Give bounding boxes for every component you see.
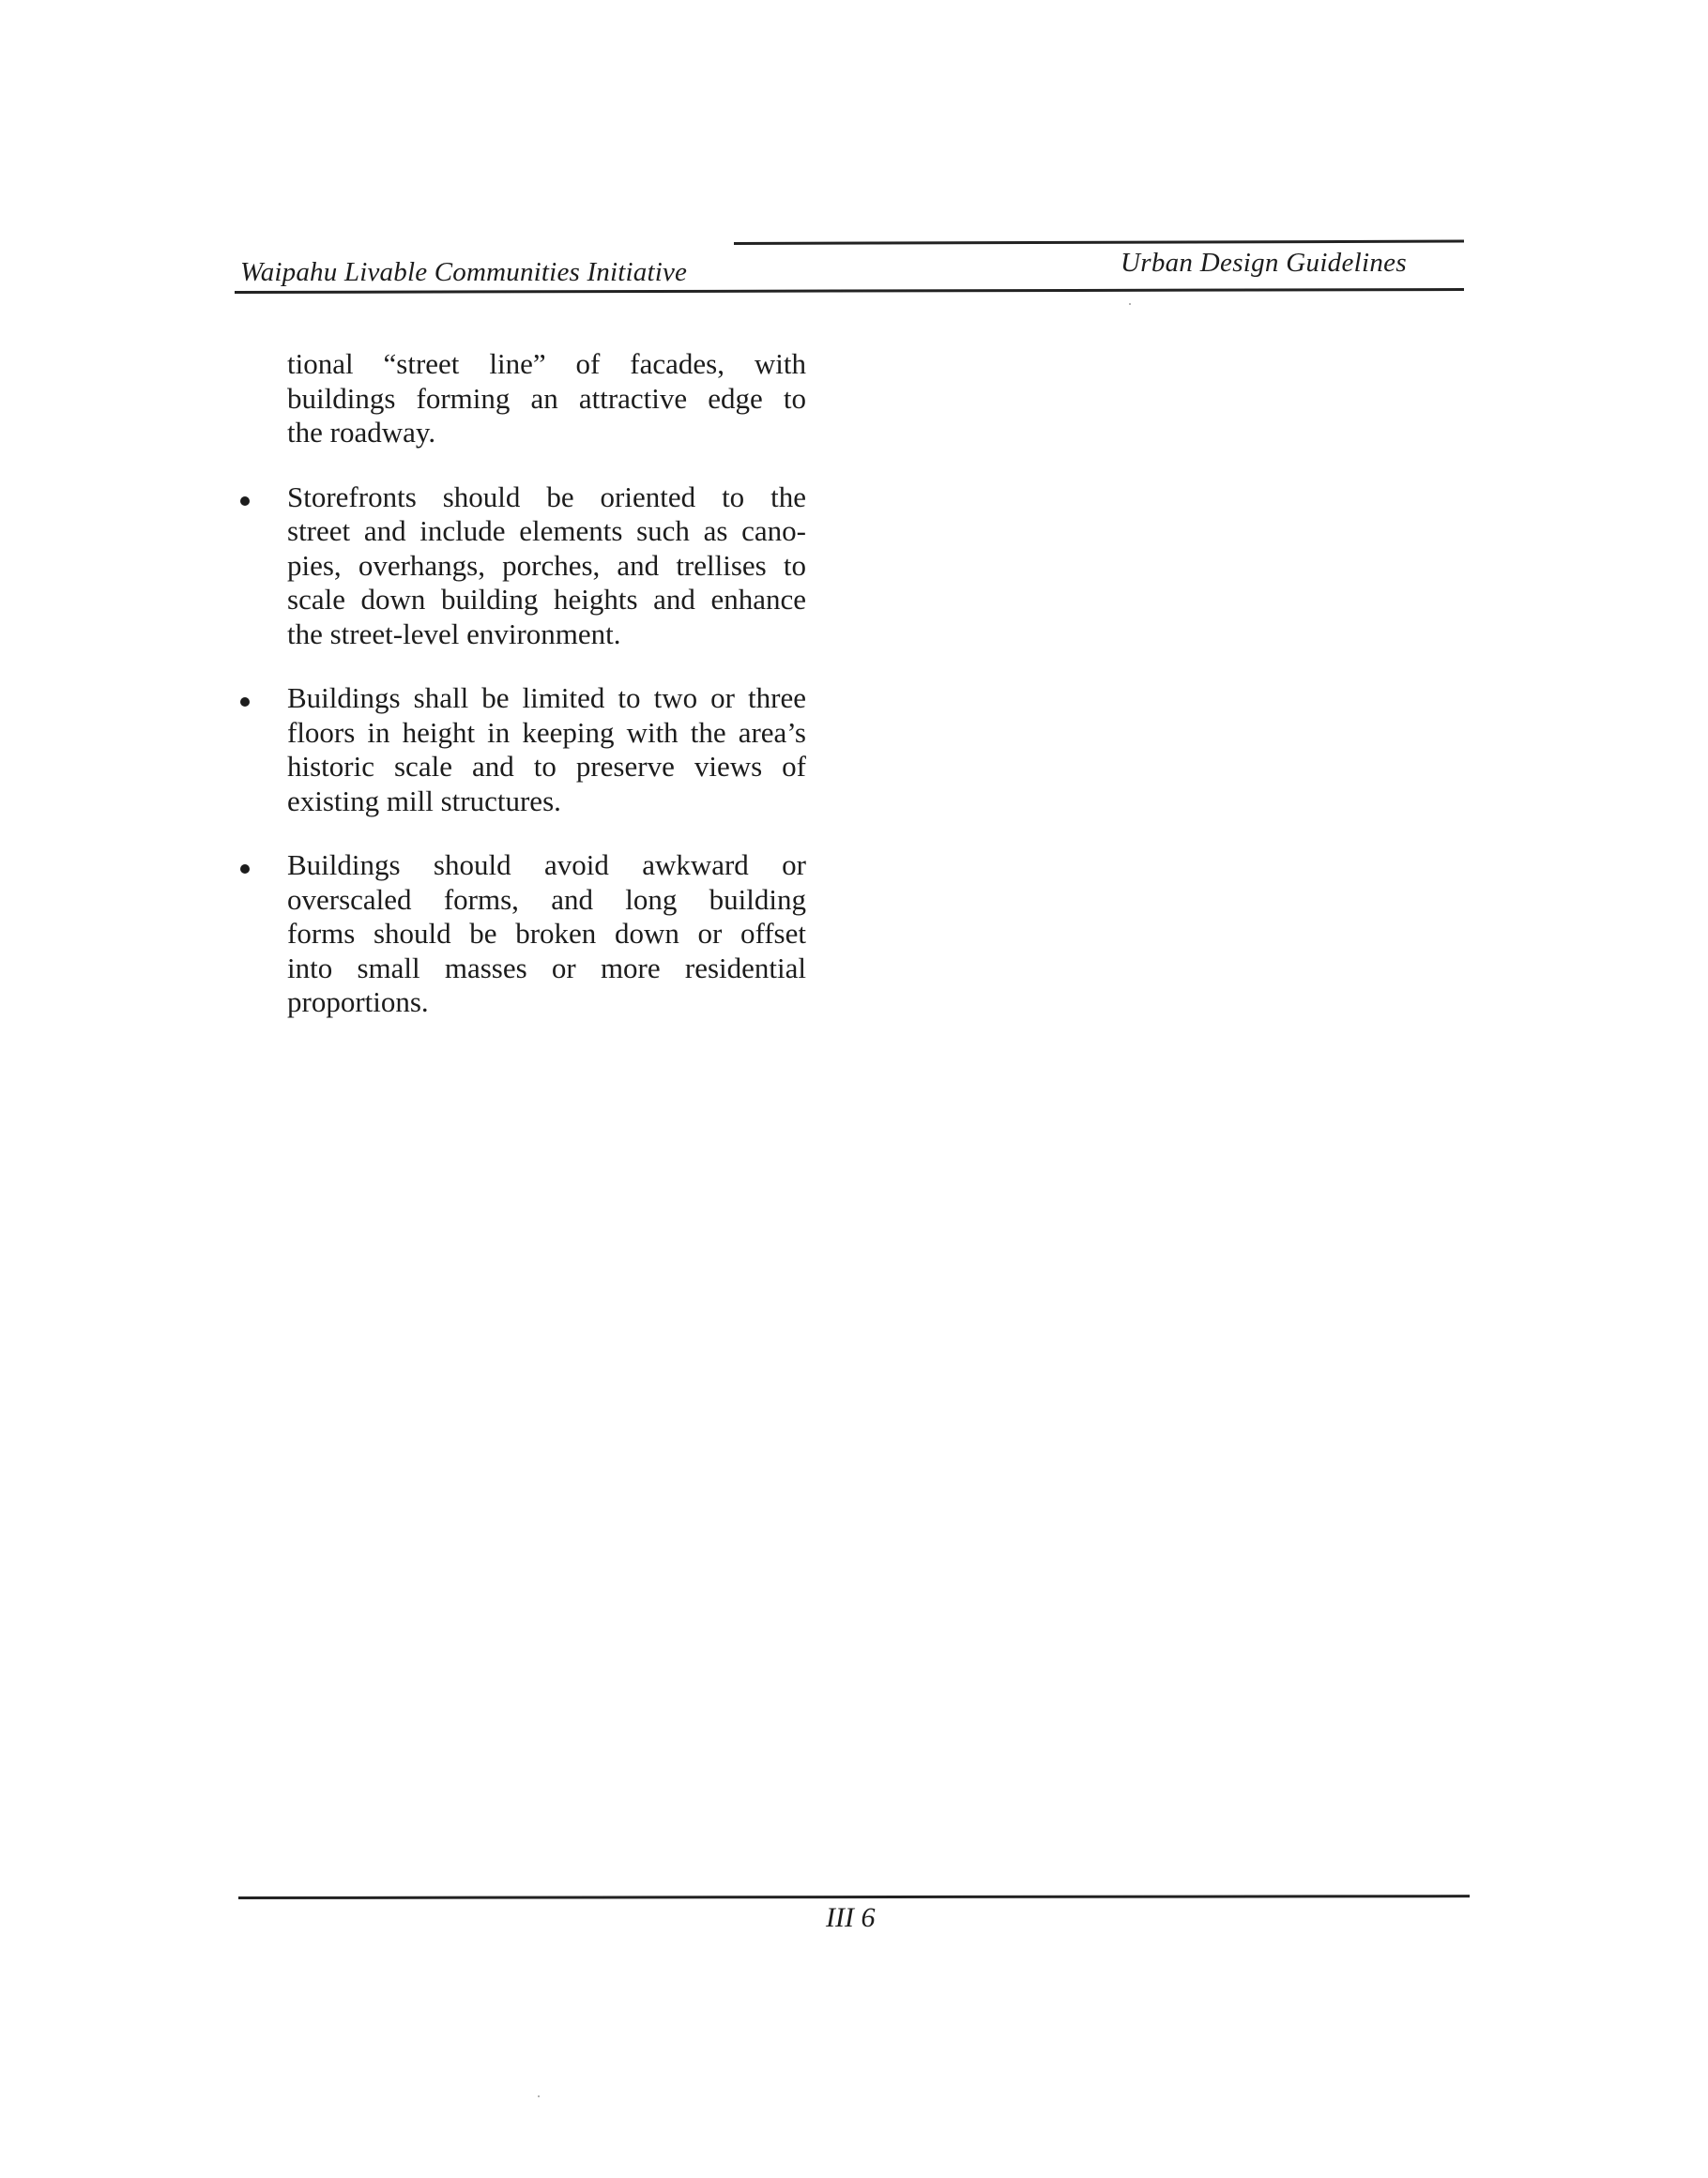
- text-line: the roadway.: [287, 416, 436, 449]
- text-line: buildings forming an attractive edge to: [287, 381, 806, 415]
- text-line: scale down building heights and enhance: [287, 583, 806, 616]
- footer-rule: [238, 1895, 1470, 1899]
- bullet-icon: [240, 687, 250, 696]
- text-line: Buildings should avoid awkward or: [287, 848, 806, 881]
- header-rule-bottom: [235, 288, 1464, 294]
- bullet-icon: [240, 854, 250, 863]
- bullet-item-building-forms: [287, 848, 806, 1020]
- running-header-right: Urban Design Guidelines: [1121, 248, 1407, 278]
- scan-speck: [1129, 303, 1131, 305]
- text-line: forms should be broken down or offset: [287, 917, 806, 950]
- running-header-left: Waipahu Livable Communities Initiative: [240, 257, 688, 287]
- continuation-paragraph: [287, 347, 806, 450]
- body-column: [287, 347, 806, 1050]
- text-line: into small masses or more residential: [287, 951, 806, 984]
- text-line: Buildings shall be limited to two or three: [287, 681, 806, 714]
- bullet-item-building-height: [287, 681, 806, 818]
- scan-speck: [538, 2095, 540, 2097]
- text-line: pies, overhangs, porches, and trellises to: [287, 548, 806, 582]
- text-line: overscaled forms, and long building: [287, 882, 806, 916]
- header-rule-top: [734, 240, 1464, 245]
- text-line: tional “street line” of facades, with: [287, 347, 806, 380]
- page-number: III 6: [826, 1902, 876, 1933]
- text-line: historic scale and to preserve views of: [287, 750, 806, 783]
- text-line: Storefronts should be oriented to the: [287, 480, 806, 513]
- text-line: the street-level environment.: [287, 617, 621, 650]
- text-line: existing mill structures.: [287, 784, 561, 817]
- text-line: proportions.: [287, 985, 429, 1018]
- bullet-icon: [240, 486, 250, 495]
- text-line: street and include elements such as cano-: [287, 514, 806, 547]
- text-line: floors in height in keeping with the area’s: [287, 715, 806, 749]
- bullet-item-storefronts: [287, 480, 806, 652]
